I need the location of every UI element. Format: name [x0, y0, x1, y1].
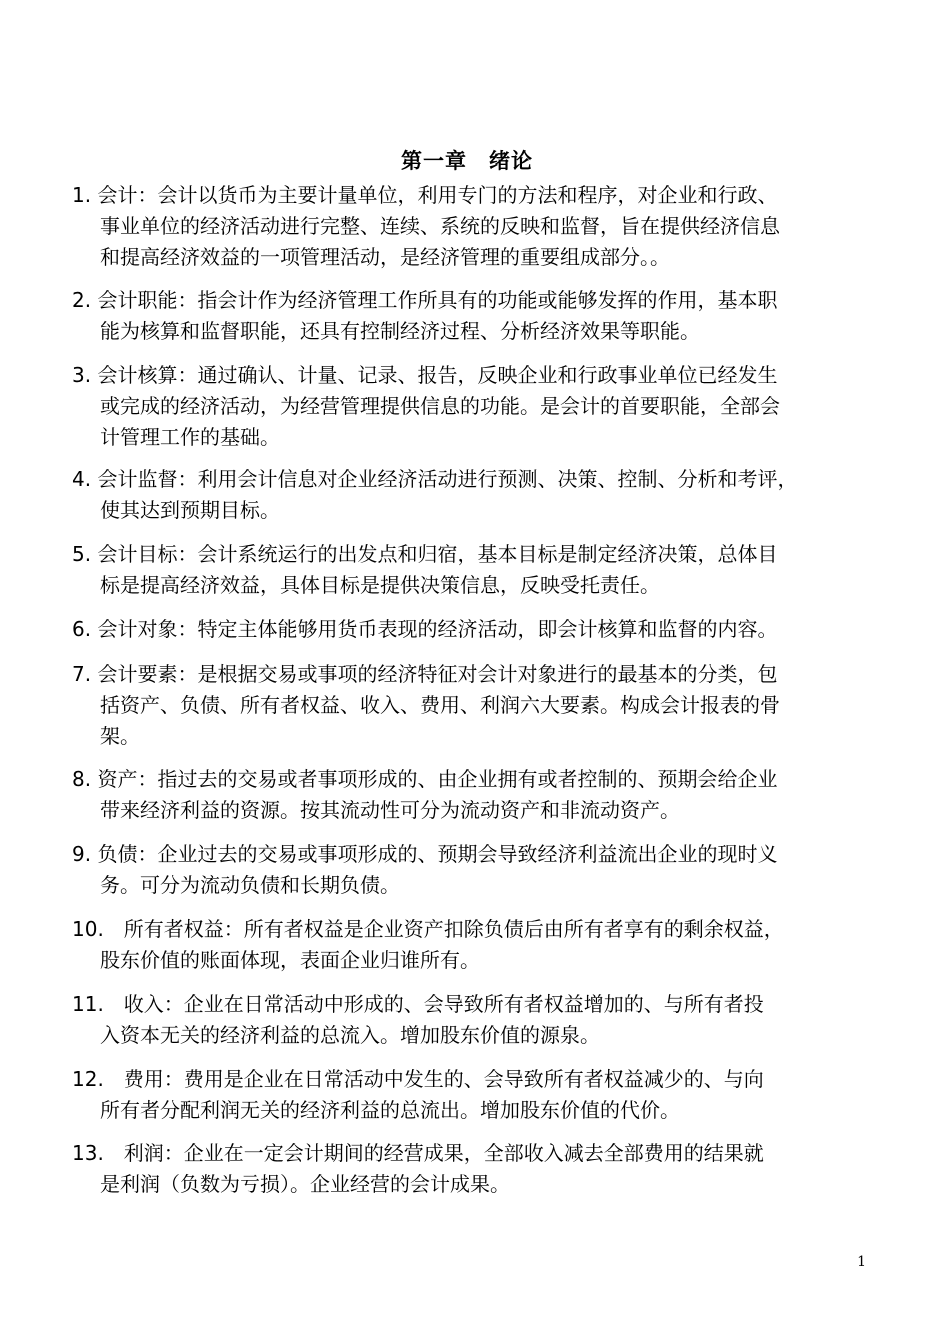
item-line: 计管理工作的基础。 [100, 425, 280, 449]
item-line: 能为核算和监督职能，还具有控制经济过程、分析经济效果等职能。 [100, 319, 700, 343]
definition-item-8 [72, 764, 878, 826]
definition-item-10 [72, 914, 878, 976]
definition-item-3 [72, 360, 878, 453]
item-line: 9. 负债：企业过去的交易或事项形成的、预期会导致经济利益流出企业的现时义 [72, 842, 778, 866]
item-line: 或完成的经济活动，为经营管理提供信息的功能。是会计的首要职能，全部会 [100, 394, 780, 418]
item-line: 股东价值的账面体现，表面企业归谁所有。 [100, 948, 480, 972]
item-line: 使其达到预期目标。 [100, 498, 280, 522]
item-line: 7. 会计要素：是根据交易或事项的经济特征对会计对象进行的最基本的分类，包 [72, 662, 778, 686]
item-line: 12. 费用：费用是企业在日常活动中发生的、会导致所有者权益减少的、与向 [72, 1067, 764, 1091]
item-line: 11. 收入：企业在日常活动中形成的、会导致所有者权益增加的、与所有者投 [72, 992, 764, 1016]
definition-item-13 [72, 1138, 878, 1200]
definition-item-1 [72, 180, 878, 273]
item-line: 4. 会计监督：利用会计信息对企业经济活动进行预测、决策、控制、分析和考评， [72, 467, 798, 491]
item-line: 2. 会计职能：指会计作为经济管理工作所具有的功能或能够发挥的作用，基本职 [72, 288, 778, 312]
item-line: 入资本无关的经济利益的总流入。增加股东价值的源泉。 [100, 1023, 600, 1047]
item-line: 括资产、负债、所有者权益、收入、费用、利润六大要素。构成会计报表的骨 [100, 693, 780, 717]
definition-item-2 [72, 285, 878, 347]
item-line: 带来经济利益的资源。按其流动性可分为流动资产和非流动资产。 [100, 798, 680, 822]
item-line: 13. 利润：企业在一定会计期间的经营成果，全部收入减去全部费用的结果就 [72, 1141, 764, 1165]
definition-item-5 [72, 539, 878, 601]
item-line: 事业单位的经济活动进行完整、连续、系统的反映和监督，旨在提供经济信息 [100, 214, 780, 238]
item-line: 1. 会计：会计以货币为主要计量单位，利用专门的方法和程序，对企业和行政、 [72, 183, 778, 207]
item-line: 标是提高经济效益，具体目标是提供决策信息，反映受托责任。 [100, 573, 660, 597]
definition-item-9 [72, 839, 878, 901]
definition-item-4 [72, 464, 878, 526]
definition-item-12 [72, 1064, 878, 1126]
definition-item-6 [72, 614, 878, 645]
item-line: 架。 [100, 724, 140, 748]
chapter-title: 第一章 绪论 [401, 149, 533, 173]
item-line: 务。可分为流动负债和长期负债。 [100, 873, 400, 897]
item-line: 10. 所有者权益：所有者权益是企业资产扣除负债后由所有者享有的剩余权益， [72, 917, 784, 941]
item-line: 3. 会计核算：通过确认、计量、记录、报告，反映企业和行政事业单位已经发生 [72, 363, 778, 387]
page-number: 1 [857, 1254, 866, 1270]
item-line: 和提高经济效益的一项管理活动，是经济管理的重要组成部分。。 [100, 245, 670, 269]
item-line: 8. 资产：指过去的交易或者事项形成的、由企业拥有或者控制的、预期会给企业 [72, 767, 778, 791]
item-line: 是利润（负数为亏损）。企业经营的会计成果。 [100, 1172, 510, 1196]
item-line: 所有者分配利润无关的经济利益的总流出。增加股东价值的代价。 [100, 1098, 680, 1122]
definition-item-7 [72, 659, 878, 752]
item-line: 5. 会计目标：会计系统运行的出发点和归宿，基本目标是制定经济决策，总体目 [72, 542, 778, 566]
definition-item-11 [72, 989, 878, 1051]
item-line: 6. 会计对象：特定主体能够用货币表现的经济活动，即会计核算和监督的内容。 [72, 617, 778, 641]
